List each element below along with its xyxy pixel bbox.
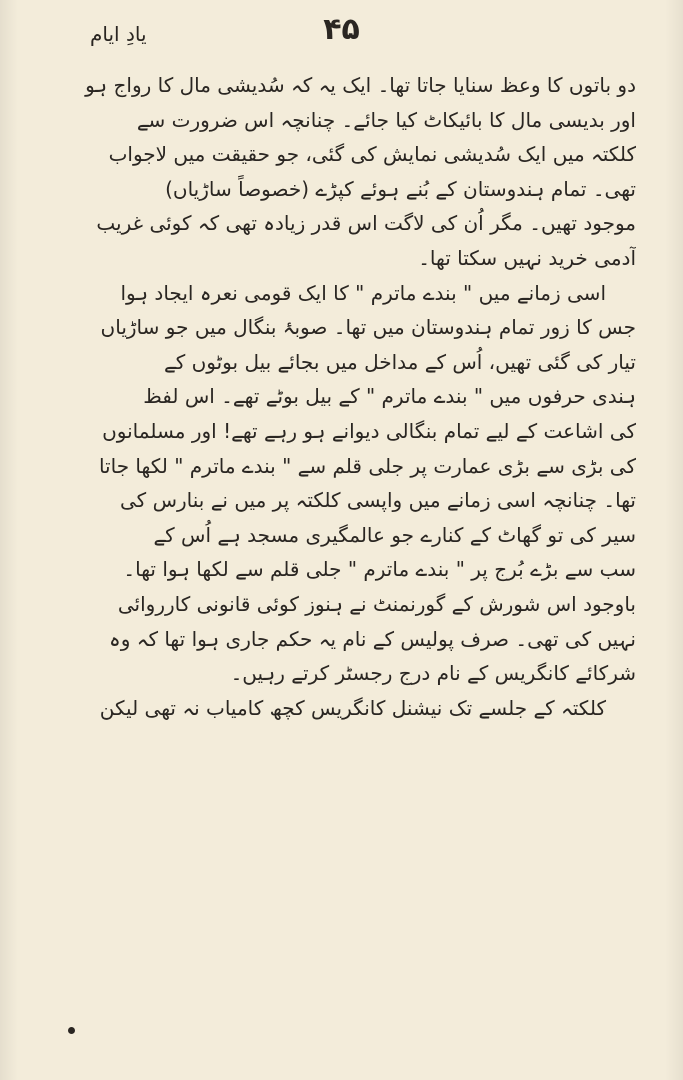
text-line: تیار کی گئی تھیں، اُس کے مداخل میں بجائے بیل بوٹوں کے [164, 349, 636, 374]
text-line: نہیں کی تھی۔ صرف پولیس کے نام یہ حکم جاری ہوا تھا کہ وہ [109, 626, 636, 651]
text-line: جس کا زور تمام ہندوستان میں تھا۔ صوبۂ بنگال میں جو ساڑیاں [100, 315, 636, 340]
paragraph-3 [58, 691, 636, 726]
text-line: ہندی حرفوں میں " بندے ماترم " کے بیل بوٹے تھے۔ اس لفظ [143, 384, 636, 409]
page-number: ۴۵ [323, 12, 360, 47]
ink-dot [68, 1027, 75, 1034]
text-line: سب سے بڑے بُرج پر " بندے ماترم " جلی قلم سے لکھا ہوا تھا۔ [123, 557, 636, 582]
text-line: کلکتہ کے جلسے تک نیشنل کانگریس کچھ کامیاب نہ تھی لیکن [99, 695, 606, 720]
text-line: دو باتوں کا وعظ سنایا جاتا تھا۔ ایک یہ کہ سُدیشی مال کا رواج ہو [85, 73, 636, 97]
running-head: یادِ ایام [90, 22, 147, 46]
text-line: تھی۔ تمام ہندوستان کے بُنے ہوئے کپڑے (خصوصاً ساڑیاں) [165, 176, 636, 201]
text-line: کلکتہ میں ایک سُدیشی نمایش کی گئی، جو حقیقت میں لاجواب [108, 142, 636, 167]
text-line: باوجود اس شورش کے گورنمنٹ نے ہنوز کوئی قانونی کارروائی [117, 591, 636, 616]
paragraph-1 [58, 68, 636, 276]
text-line: کی بڑی سے بڑی عمارت پر جلی قلم سے " بندے ماترم " لکھا جاتا [98, 453, 636, 478]
text-line: موجود تھیں۔ مگر اُن کی لاگت اس قدر زیادہ تھی کہ کوئی غریب [96, 211, 636, 236]
body-text [58, 68, 636, 725]
paragraph-2 [58, 276, 636, 691]
text-line: کی اشاعت کے لیے تمام بنگالی دیوانے ہو رہے تھے! اور مسلمانوں [102, 418, 636, 443]
text-line: آدمی خرید نہیں سکتا تھا۔ [418, 245, 636, 270]
text-line: اور بدیسی مال کا بائیکاٹ کیا جائے۔ چنانچہ اس ضرورت سے [136, 107, 636, 132]
text-line: سیر کی تو گھاٹ کے کنارے جو عالمگیری مسجد ہے اُس کے [153, 522, 636, 547]
text-line: اسی زمانے میں " بندے ماترم " کا ایک قومی نعرہ ایجاد ہوا [120, 280, 606, 305]
text-line: شرکائے کانگریس کے نام درج رجسٹر کرتے رہیں۔ [230, 661, 636, 686]
text-line: تھا۔ چنانچہ اسی زمانے میں واپسی کلکتہ پر میں نے بنارس کی [120, 488, 636, 513]
